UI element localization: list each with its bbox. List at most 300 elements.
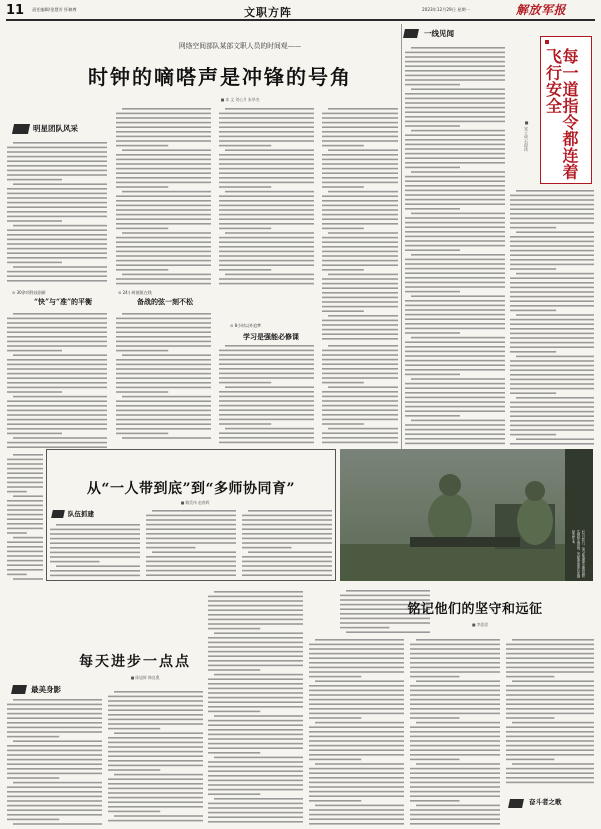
- subhead-3: 备战的弦一刻不松: [137, 297, 193, 306]
- text-line: [122, 232, 211, 234]
- text-line: [506, 699, 594, 701]
- text-line: [506, 685, 594, 687]
- text-line: [219, 205, 314, 207]
- text-line: [219, 131, 314, 133]
- text-line: [7, 243, 107, 245]
- text-line: [328, 345, 398, 347]
- text-line: [405, 323, 505, 325]
- text-line: [510, 282, 594, 284]
- text-line: [208, 761, 303, 763]
- text-line: [108, 742, 203, 744]
- text-line: [309, 818, 404, 820]
- text-line: [322, 159, 398, 161]
- text-line: [510, 342, 594, 344]
- text-line: [108, 719, 203, 721]
- text-line: [219, 186, 271, 188]
- text-line: [510, 323, 594, 325]
- text-line: [322, 432, 398, 434]
- text-line: [7, 359, 107, 361]
- text-line: [506, 667, 594, 669]
- text-line: [411, 47, 505, 49]
- text-line: [219, 423, 271, 425]
- text-line: [146, 528, 236, 530]
- text-line: [7, 745, 102, 747]
- feature3-sub-badge: [11, 685, 27, 694]
- text-line: [506, 754, 594, 756]
- text-line: [50, 538, 140, 540]
- feature2-title: 铭记他们的坚守和远征: [407, 602, 543, 617]
- column-big-title: 每一道指令都连着飞行安全: [543, 48, 579, 180]
- text-line: [322, 301, 398, 303]
- text-line: [208, 669, 260, 671]
- text-line: [410, 662, 500, 664]
- text-line: [322, 205, 398, 207]
- text-line: [108, 778, 203, 780]
- text-line: [122, 274, 211, 276]
- text-line: [7, 509, 43, 511]
- text-line: [219, 136, 314, 138]
- text-line: [7, 216, 107, 218]
- text-line: [322, 131, 398, 133]
- text-line: [13, 454, 43, 456]
- text-line: [322, 414, 398, 416]
- text-line: [7, 750, 102, 752]
- text-line: [510, 429, 594, 431]
- text-line: [208, 605, 303, 607]
- text-line: [219, 377, 314, 379]
- text-line: [7, 419, 107, 421]
- text-lines: [506, 637, 594, 787]
- text-line: [7, 814, 102, 816]
- text-line: [322, 377, 398, 379]
- text-line: [7, 518, 43, 520]
- page-number: 11: [6, 3, 25, 18]
- text-line: [510, 218, 594, 220]
- text-line: [510, 333, 594, 335]
- text-line: [309, 694, 404, 696]
- column-label: 一线见闻: [424, 29, 454, 38]
- text-line: [208, 720, 303, 722]
- text-line: [50, 533, 140, 535]
- text-line: [322, 382, 364, 384]
- text-line: [322, 437, 398, 439]
- text-line: [108, 751, 203, 753]
- text-line: [116, 140, 211, 142]
- text-line: [410, 791, 500, 793]
- text-line: [116, 241, 211, 243]
- text-line: [214, 674, 303, 676]
- text-line: [50, 575, 140, 577]
- column-byline: ■ 宋子成 石琼玮: [524, 120, 529, 152]
- text-line: [7, 336, 107, 338]
- text-line: [309, 823, 404, 825]
- text-line: [405, 240, 505, 242]
- text-line: [7, 773, 102, 775]
- text-line: [510, 402, 594, 404]
- text-line: [510, 254, 594, 256]
- text-line: [322, 145, 364, 147]
- text-line: [116, 336, 211, 338]
- text-line: [410, 726, 500, 728]
- text-line: [116, 419, 211, 421]
- text-lines: [322, 106, 398, 341]
- text-line: [309, 772, 404, 774]
- text-line: [510, 383, 594, 385]
- text-line: [7, 759, 102, 761]
- feature-title: 从“一人带到底”到“多师协同育”: [86, 481, 296, 497]
- text-line: [116, 269, 168, 271]
- text-lines: [242, 508, 332, 578]
- text-lines: [7, 697, 102, 825]
- text-line: [116, 246, 211, 248]
- text-line: [219, 154, 314, 156]
- text-line: [219, 140, 314, 142]
- text-line: [510, 241, 594, 243]
- text-line: [208, 821, 303, 823]
- text-line: [322, 278, 398, 280]
- text-line: [506, 782, 594, 784]
- text-line: [309, 662, 404, 664]
- text-line: [309, 745, 404, 747]
- text-line: [7, 165, 107, 167]
- text-line: [405, 351, 505, 353]
- text-line: [405, 282, 505, 284]
- text-line: [219, 209, 314, 211]
- text-line: [512, 680, 594, 682]
- text-line: [7, 220, 62, 222]
- column-divider: [401, 24, 402, 449]
- text-line: [506, 772, 594, 774]
- text-line: [7, 754, 102, 756]
- text-line: [506, 713, 594, 715]
- text-line: [7, 505, 43, 507]
- text-line: [516, 314, 594, 316]
- text-line: [7, 322, 107, 324]
- text-line: [7, 428, 107, 430]
- text-line: [405, 236, 505, 238]
- text-line: [219, 237, 314, 239]
- text-line: [309, 740, 404, 742]
- text-line: [219, 168, 314, 170]
- text-lines: [510, 188, 594, 445]
- text-line: [510, 264, 594, 266]
- text-line: [506, 777, 594, 779]
- text-line: [405, 116, 505, 118]
- text-line: [322, 419, 398, 421]
- text-line: [510, 425, 594, 427]
- text-line: [405, 360, 505, 362]
- text-line: [7, 202, 107, 204]
- text-line: [322, 333, 398, 335]
- text-line: [516, 438, 594, 440]
- photo-caption: 12月10日，第79集团军某旅组织实弹射击训练。发射准备单位实施射击作业。: [571, 530, 585, 578]
- text-line: [405, 346, 505, 348]
- text-line: [510, 351, 556, 353]
- text-line: [322, 350, 398, 352]
- text-line: [122, 108, 211, 110]
- text-line: [7, 777, 59, 779]
- text-line: [219, 126, 314, 128]
- text-line: [410, 657, 500, 659]
- text-line: [322, 237, 398, 239]
- text-line: [7, 442, 107, 444]
- text-line: [309, 809, 404, 811]
- text-line: [516, 190, 594, 192]
- text-line: [7, 151, 107, 153]
- text-line: [146, 533, 236, 535]
- text-line: [7, 514, 43, 516]
- text-line: [416, 680, 500, 682]
- text-line: [214, 715, 303, 717]
- text-line: [219, 405, 314, 407]
- text-line: [56, 524, 140, 526]
- text-line: [405, 121, 505, 123]
- text-line: [506, 653, 594, 655]
- text-line: [309, 814, 404, 816]
- text-line: [309, 726, 404, 728]
- text-line: [309, 713, 404, 715]
- text-line: [7, 722, 102, 724]
- text-line: [506, 745, 594, 747]
- text-line: [405, 268, 505, 270]
- text-line: [411, 254, 505, 256]
- text-line: [13, 495, 43, 497]
- text-line: [405, 410, 505, 412]
- text-line: [7, 382, 107, 384]
- feature-byline: ■ 赖美伟 赵春辉: [180, 500, 210, 505]
- text-line: [405, 263, 505, 265]
- text-line: [309, 703, 404, 705]
- text-line: [7, 477, 43, 479]
- text-line: [322, 136, 398, 138]
- text-line: [506, 717, 554, 719]
- text-line: [7, 468, 43, 470]
- text-line: [506, 662, 594, 664]
- text-lines: [7, 311, 107, 451]
- text-line: [506, 708, 594, 710]
- text-line: [208, 816, 303, 818]
- text-line: [114, 774, 203, 776]
- text-line: [510, 310, 556, 312]
- side-column-text: [7, 452, 43, 582]
- text-line: [208, 803, 303, 805]
- text-line: [405, 190, 505, 192]
- text-line: [219, 223, 314, 225]
- text-line: [416, 805, 500, 807]
- text-line: [13, 437, 107, 439]
- text-line: [219, 214, 314, 216]
- text-line: [7, 786, 102, 788]
- text-line: [405, 199, 505, 201]
- text-line: [309, 786, 404, 788]
- text-line: [405, 79, 505, 81]
- text-line: [309, 671, 404, 673]
- text-line: [309, 731, 404, 733]
- text-line: [208, 770, 303, 772]
- text-line: [7, 819, 59, 821]
- text-line: [405, 406, 505, 408]
- feature-sub: 队伍抓建: [68, 510, 94, 518]
- text-line: [410, 690, 500, 692]
- text-line: [328, 428, 398, 430]
- text-line: [510, 346, 594, 348]
- text-line: [309, 782, 404, 784]
- column-body-1: [405, 45, 505, 445]
- text-line: [322, 283, 398, 285]
- text-line: [7, 206, 107, 208]
- text-line: [328, 149, 398, 151]
- text-line: [225, 191, 314, 193]
- text-line: [510, 291, 594, 293]
- feature-body-3: [242, 508, 332, 578]
- subhead-2-tag: ⊙ 30余项科技创新: [12, 290, 46, 295]
- text-lines: [116, 106, 211, 286]
- text-line: [108, 728, 160, 730]
- text-line: [116, 350, 168, 352]
- text-line: [116, 223, 211, 225]
- text-line: [7, 414, 107, 416]
- text-line: [405, 424, 505, 426]
- text-line: [506, 736, 594, 738]
- text-line: [410, 782, 500, 784]
- text-line: [405, 52, 505, 54]
- text-line: [116, 387, 211, 389]
- text-line: [7, 713, 102, 715]
- text-line: [225, 345, 314, 347]
- text-line: [510, 259, 594, 261]
- text-line: [214, 591, 303, 593]
- text-line: [405, 144, 505, 146]
- text-line: [225, 149, 314, 151]
- text-line: [116, 359, 211, 361]
- text-line: [405, 259, 505, 261]
- text-line: [322, 140, 398, 142]
- text-line: [7, 763, 102, 765]
- text-line: [108, 820, 203, 822]
- text-line: [510, 236, 594, 238]
- text-line: [116, 278, 211, 280]
- text-line: [225, 232, 314, 234]
- text-line: [7, 350, 62, 352]
- text-line: [208, 734, 303, 736]
- text-line: [219, 400, 314, 402]
- text-line: [411, 88, 505, 90]
- text-line: [322, 255, 398, 257]
- text-line: [7, 541, 43, 543]
- text-line: [122, 354, 211, 356]
- text-line: [410, 713, 500, 715]
- text-line: [116, 428, 211, 430]
- feature2-byline: ■ 李思思: [471, 622, 489, 627]
- text-line: [242, 561, 332, 563]
- text-line: [506, 703, 594, 705]
- text-line: [13, 782, 102, 784]
- text-line: [410, 685, 500, 687]
- feature-body-2: [146, 508, 236, 578]
- text-line: [340, 618, 430, 620]
- text-line: [322, 154, 398, 156]
- text-line: [7, 708, 102, 710]
- text-line: [152, 510, 236, 512]
- text-line: [506, 694, 594, 696]
- text-line: [219, 419, 314, 421]
- text-line: [322, 214, 398, 216]
- text-line: [50, 556, 140, 558]
- text-line: [7, 280, 107, 282]
- text-line: [146, 524, 236, 526]
- text-line: [7, 229, 107, 231]
- text-line: [7, 433, 62, 435]
- text-line: [405, 102, 505, 104]
- text-line: [309, 791, 404, 793]
- subhead-3-tag: ⊙ 24小时值班在线: [118, 290, 152, 295]
- text-line: [322, 117, 398, 119]
- text-line: [410, 759, 460, 761]
- subhead-4: 学习是强能必修课: [243, 332, 299, 341]
- text-line: [328, 232, 398, 234]
- feature3-byline: ■ 陈旭辉 韩良奥: [130, 675, 160, 680]
- text-line: [410, 772, 500, 774]
- text-line: [405, 392, 505, 394]
- text-line: [7, 704, 102, 706]
- section-name: 文职方阵: [244, 6, 292, 19]
- text-line: [208, 596, 303, 598]
- text-line: [322, 177, 398, 179]
- text-line: [208, 789, 303, 791]
- text-lines: [7, 452, 43, 582]
- text-line: [410, 699, 500, 701]
- text-line: [116, 405, 211, 407]
- text-line: [108, 811, 160, 813]
- text-line: [7, 262, 62, 264]
- text-lines: [322, 343, 398, 443]
- text-line: [510, 222, 594, 224]
- text-line: [405, 56, 505, 58]
- text-line: [506, 657, 594, 659]
- text-line: [7, 377, 107, 379]
- text-line: [510, 287, 594, 289]
- text-line: [322, 405, 398, 407]
- text-line: [411, 378, 505, 380]
- feature3-sub: 最美身影: [31, 685, 61, 694]
- text-line: [208, 655, 303, 657]
- text-line: [219, 278, 314, 280]
- lower-col-4: [309, 637, 404, 825]
- text-line: [405, 185, 505, 187]
- text-line: [410, 717, 460, 719]
- text-line: [510, 208, 594, 210]
- text-line: [7, 486, 43, 488]
- text-line: [208, 637, 303, 639]
- text-line: [322, 409, 398, 411]
- text-line: [405, 277, 505, 279]
- text-line: [516, 356, 594, 358]
- text-line: [405, 194, 505, 196]
- text-line: [219, 368, 314, 370]
- text-line: [315, 639, 404, 641]
- text-line: [7, 410, 107, 412]
- text-line: [108, 709, 203, 711]
- text-line: [108, 760, 203, 762]
- text-line: [242, 556, 332, 558]
- text-line: [116, 218, 211, 220]
- text-line: [219, 442, 314, 444]
- text-line: [510, 305, 594, 307]
- issue-date: 2023年12月29日 星期一: [422, 7, 470, 12]
- text-line: [410, 768, 500, 770]
- text-line: [410, 671, 500, 673]
- text-line: [208, 688, 303, 690]
